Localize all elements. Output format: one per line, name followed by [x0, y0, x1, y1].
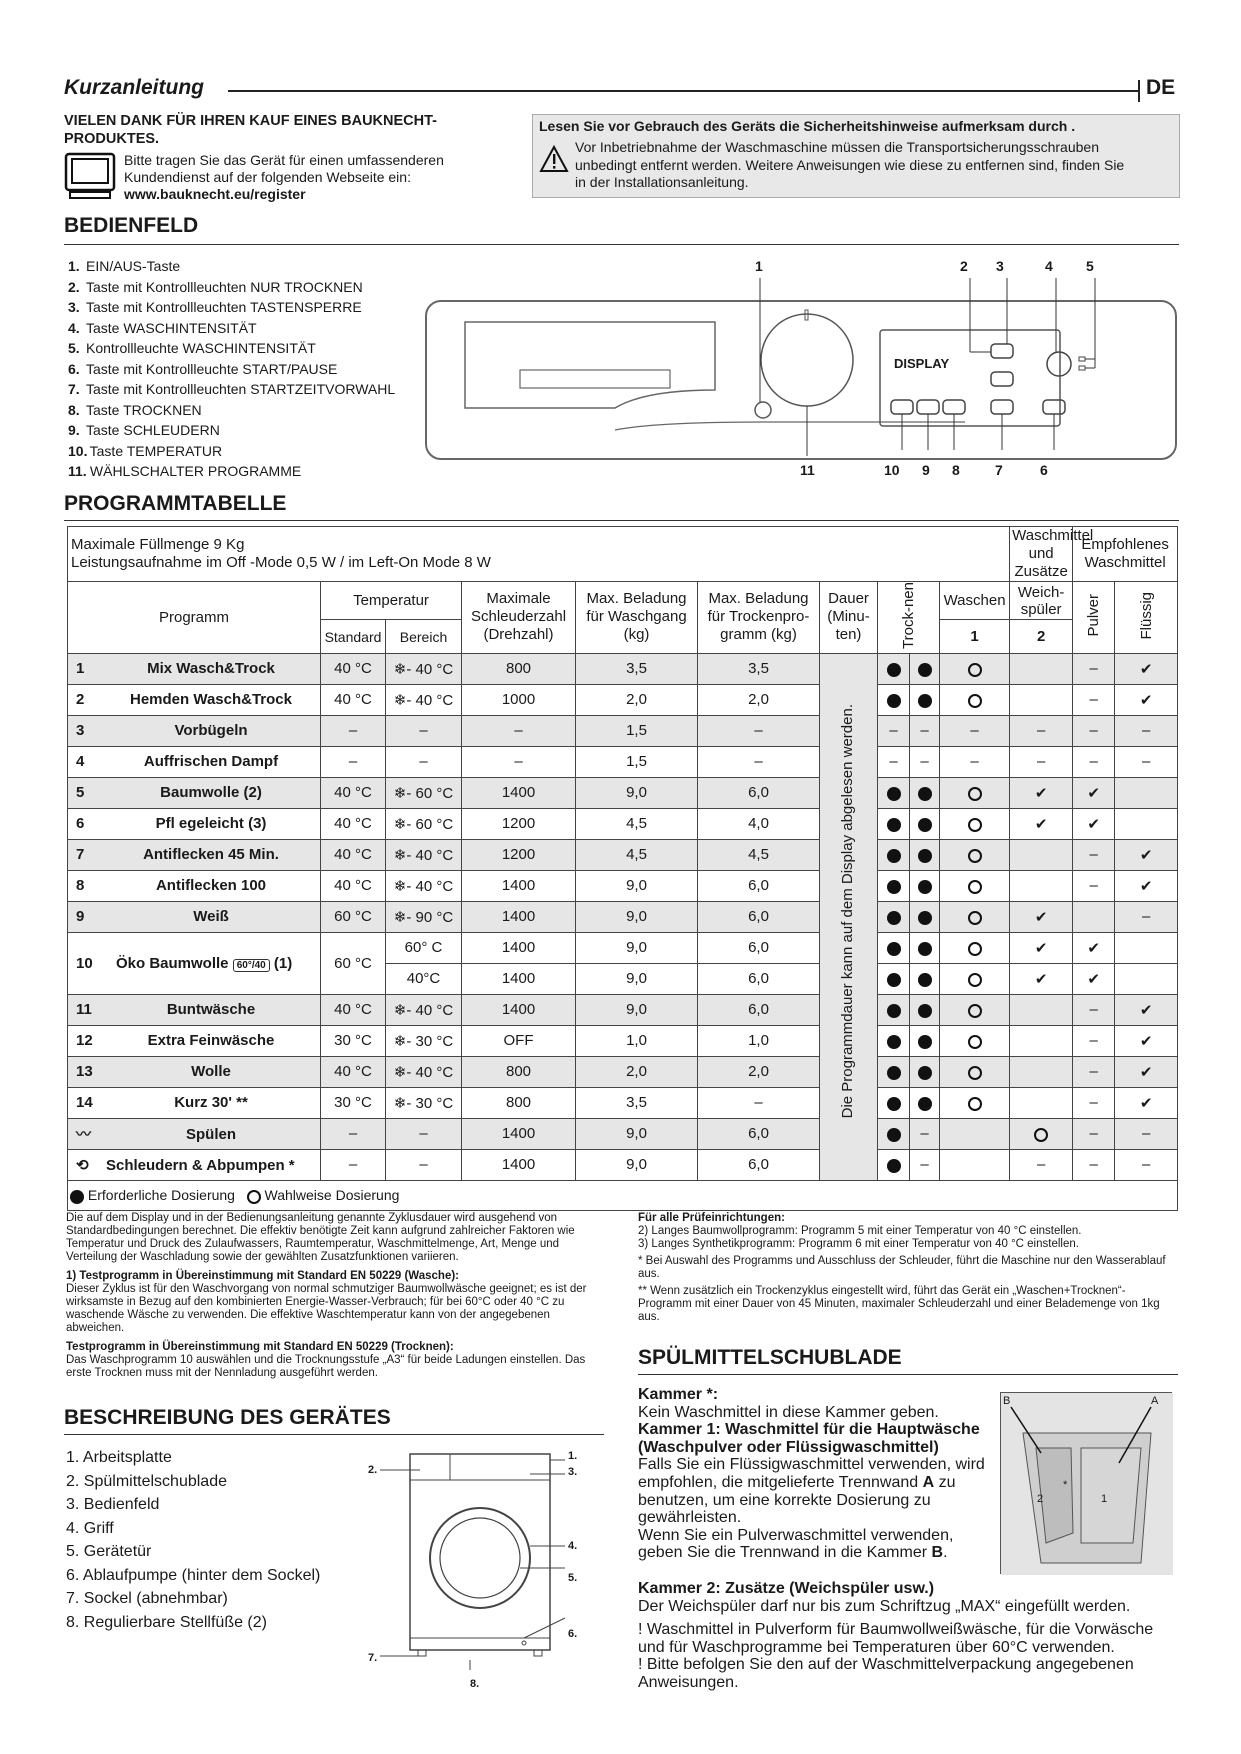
optional-ring-icon [1034, 1128, 1048, 1142]
table-row: 5 Baumwolle (2) 40 °C ❄- 60 °C 1400 9,0 6,0 ✔ ✔ [68, 777, 1178, 808]
table-row: ⟲ Schleudern & Abpumpen * – – 1400 9,0 6,0 – – – – [68, 1149, 1178, 1180]
required-dot-icon [887, 1004, 901, 1018]
optional-ring-icon [968, 973, 982, 987]
panel-number: 1 [755, 258, 763, 274]
optional-ring-icon [968, 663, 982, 677]
table-row: 6 Pfl egeleicht (3) 40 °C ❄- 60 °C 1200 4,5 4,0 ✔ ✔ [68, 808, 1178, 839]
display-label: DISPLAY [894, 356, 950, 371]
table-row: 12 Extra Feinwäsche 30 °C ❄- 30 °C OFF 1,0 1,0 – ✔ [68, 1025, 1178, 1056]
table-row: 〰 Spülen – – 1400 9,0 6,0 – – – [68, 1118, 1178, 1149]
th-bel-wasch: Max. Beladung für Waschgang (kg) [576, 582, 698, 654]
th-programm: Programm [68, 582, 321, 654]
control-list-item: 5. Kontrollleuchte WASCHINTENSITÄT [68, 340, 316, 356]
panel-number: 6 [1040, 462, 1048, 478]
control-panel-lines [425, 240, 1185, 480]
table-row: 40°C 1400 9,0 6,0 ✔ ✔ [68, 963, 1178, 994]
control-list-item: 10. Taste TEMPERATUR [68, 442, 223, 459]
header-rule-end [1138, 80, 1140, 102]
th-2: 2 [1010, 620, 1073, 654]
washer-label: 7. [368, 1652, 378, 1664]
required-dot-icon [887, 694, 901, 708]
table-row: 7 Antiflecken 45 Min. 40 °C ❄- 40 °C 1200 4,5 4,5 – ✔ [68, 839, 1178, 870]
program-name: 12 Extra Feinwäsche [68, 1025, 321, 1056]
program-name: 13 Wolle [68, 1056, 321, 1087]
warning-text: Vor Inbetriebnahme der Waschmaschine müssen die Transportsicherungsschrauben unbedingt entfernt werden. Weitere Anweisungen wie diese zu entfernen sind, finden Sie in der Installationsanleitung. [575, 139, 1125, 190]
drawer-label: A [1151, 1395, 1159, 1407]
washer-drawing [400, 1438, 590, 1674]
required-dot-icon [887, 1097, 901, 1111]
spin-drain-icon: ⟲ [76, 1156, 89, 1174]
table-row: 3 Vorbügeln – – – 1,5 – – – – – – – [68, 715, 1178, 746]
parts-list-item: 4. Griff [66, 1519, 114, 1537]
required-dot-icon [918, 694, 932, 708]
program-name: 3 Vorbügeln [68, 715, 321, 746]
parts-list-item: 2. Spülmittelschublade [66, 1472, 227, 1490]
table-row: 13 Wolle 40 °C ❄- 40 °C 800 2,0 2,0 – ✔ [68, 1056, 1178, 1087]
table-row: 4 Auffrischen Dampf – – – 1,5 – – – – – – – [68, 746, 1178, 777]
parts-list-item: 3. Bedienfeld [66, 1496, 160, 1513]
program-name: 8 Antiflecken 100 [68, 870, 321, 901]
program-name: 4 Auffrischen Dampf [68, 746, 321, 777]
drawer-label: * [1063, 1479, 1068, 1491]
control-list-item: 7. Taste mit Kontrollleuchten STARTZEITVORWAHL [68, 381, 396, 397]
th-schleuder: Maximale Schleuderzahl (Drehzahl) [462, 582, 576, 654]
control-list-item: 11. WÄHLSCHALTER PROGRAMME [68, 463, 302, 479]
required-dot-icon [918, 1004, 932, 1018]
required-dot-icon [887, 1035, 901, 1049]
parts-list-item: 6. Ablaufpumpe (hinter dem Sockel) [66, 1566, 321, 1584]
parts-list-item: 7. Sockel (abnehmbar) [66, 1590, 228, 1607]
table-row: 9 Weiß 60 °C ❄- 90 °C 1400 9,0 6,0 ✔ – [68, 901, 1178, 932]
th-bereich: Bereich [386, 620, 462, 654]
control-list-item: 2. Taste mit Kontrollleuchten NUR TROCKNEN [68, 278, 363, 295]
table-row: 8 Antiflecken 100 40 °C ❄- 40 °C 1400 9,0 6,0 – ✔ [68, 870, 1178, 901]
required-dot-icon [887, 942, 901, 956]
program-name: 14 Kurz 30' ** [68, 1087, 321, 1118]
th-1: 1 [940, 620, 1010, 654]
th-bel-trock: Max. Beladung für Trockenpro-gramm (kg) [698, 582, 820, 654]
control-list-item: 6. Taste mit Kontrollleuchte START/PAUSE [68, 360, 338, 377]
control-list [68, 256, 395, 482]
spuel-text-bottom: Kammer 2: Zusätze (Weichspüler usw.) Der Weichspüler darf nur bis zum Schriftzug „MAX“ eingefüllt werden. ! Waschmittel in Pulverform für Baumwollweißwäsche, für die Vorwäsche und für Waschprogramme bei Temperaturen über 60°C verwenden. ! Bitte befolgen Sie den auf der Waschmittelverpackung angegebenen Anweisungen. [638, 1580, 1154, 1691]
required-dot-icon [887, 1159, 901, 1173]
panel-number: 2 [960, 258, 968, 274]
th-trocknen: Trock-nen [878, 582, 940, 654]
program-name: 1 Mix Wasch&Trock [68, 653, 321, 684]
required-dot-icon [918, 818, 932, 832]
required-dot-icon [918, 1066, 932, 1080]
panel-number: 3 [996, 258, 1004, 274]
required-dot-icon [887, 973, 901, 987]
register-url[interactable]: www.bauknecht.eu/register [124, 186, 306, 202]
table-row: 11 Buntwäsche 40 °C ❄- 40 °C 1400 9,0 6,0 – ✔ [68, 994, 1178, 1025]
program-table [67, 526, 1178, 1211]
language-code: DE [1146, 76, 1176, 99]
optional-ring-icon [968, 1035, 982, 1049]
th-standard: Standard [321, 620, 386, 654]
program-name: 6 Pfl egeleicht (3) [68, 808, 321, 839]
program-name: 5 Baumwolle (2) [68, 777, 321, 808]
required-dot-icon [918, 663, 932, 677]
thanks-heading: VIELEN DANK FÜR IHREN KAUF EINES BAUKNECHT-PRODUKTES. [64, 113, 437, 147]
section-rule [64, 1434, 604, 1435]
section-rule [638, 1374, 1178, 1375]
control-list-item: 1. EIN/AUS-Taste [68, 258, 181, 274]
required-dot-icon [70, 1190, 84, 1204]
drawer-label: 1 [1101, 1493, 1108, 1505]
required-dot-icon [918, 849, 932, 863]
washer-label: 1. [568, 1450, 578, 1462]
th-dauer: Dauer (Minu-ten) [820, 582, 878, 654]
optional-ring-icon [968, 1097, 982, 1111]
panel-number: 4 [1045, 258, 1053, 274]
table-row: 14 Kurz 30' ** 30 °C ❄- 30 °C 800 3,5 – – ✔ [68, 1087, 1178, 1118]
required-dot-icon [887, 818, 901, 832]
panel-number: 5 [1086, 258, 1094, 274]
warning-icon [539, 145, 569, 178]
th-weich: Weich-spüler [1010, 582, 1073, 620]
required-dot-icon [918, 787, 932, 801]
register-text: Bitte tragen Sie das Gerät für einen umfassenderen Kundendienst auf der folgenden Webseite ein: www.bauknecht.eu/register [124, 152, 444, 202]
optional-ring-icon [968, 911, 982, 925]
table-row: 10 Öko Baumwolle 60°/40 (1) 60 °C 60° C 1400 9,0 6,0 ✔ ✔ [68, 932, 1178, 963]
th-empfohlen: Empfohlenes Waschmittel [1073, 527, 1178, 582]
notes-left: Die auf dem Display und in der Bedienungsanleitung genannte Zyklusdauer wird ausgehend von Standardbedingungen berechnet. Die effektiv benötigte Zeit kann aufgrund zahlreicher Faktoren wie Temperatur und Druck des Zulaufwassers, Raumtemperatur, Waschmittelmenge, Art, Menge und Verteilung der Waschladung sowie der gewählten Zusatzfunktionen variieren. 1) Testprogramm in Übereinstimmung mit Standard EN 50229 (Wasche): Dieser Zyklus ist für den Waschvorgang von normal schmutziger Baumwollwäsche geeignet; es ist der wirksamste in Bezug auf den kombinierten Energie-Wasser-Verbrauch; für bei 60°C oder 40 °C zu waschende Wäsche zu verwenden. Die effektive Waschtemperatur kann von der angegebenen abweichen. Testprogramm in Übereinstimmung mit Standard EN 50229 (Trocknen): Das Waschprogramm 10 auswählen und die Trocknungsstufe „A3“ für beide Ladungen einstellen. Das erste Trocknen muss mit der Nennladung ausgeführt werden. [66, 1212, 587, 1379]
required-dot-icon [918, 1097, 932, 1111]
th-pulver: Pulver [1073, 582, 1115, 654]
panel-number: 11 [800, 462, 815, 478]
safety-warning-box [532, 114, 1180, 198]
parts-list-item: 8. Regulierbare Stellfüße (2) [66, 1613, 267, 1631]
required-dot-icon [887, 663, 901, 677]
required-dot-icon [918, 973, 932, 987]
notes-right: Für alle Prüfeinrichtungen: 2) Langes Baumwollprogramm: Programm 5 mit einer Temperatur von 40 °C einstellen. 3) Langes Synthetikprogramm: Programm 6 mit einer Temperatur von 40 °C einstellen. * Bei Auswahl des Programms und Ausschluss der Schleuder, führt die Maschine nur den Wasserablauf aus. ** Wenn zusätzlich ein Trockenzyklus eingestellt wird, führt das Gerät ein „Waschen+Trocknen“-Programm mit einer Dauer von 45 Minuten, maximaler Schleuderzahl und einer Belademenge von 1kg aus. [638, 1212, 1166, 1323]
washer-label: 5. [568, 1572, 578, 1584]
control-list-item: 4. Taste WASCHINTENSITÄT [68, 319, 257, 336]
control-list-item: 3. Taste mit Kontrollleuchten TASTENSPERRE [68, 299, 362, 315]
optional-ring-icon [968, 787, 982, 801]
power-button [755, 402, 771, 418]
washer-label: 4. [568, 1540, 578, 1552]
program-name: 11 Buntwäsche [68, 994, 321, 1025]
warning-title: Lesen Sie vor Gebrauch des Geräts die Sicherheitshinweise aufmerksam durch . [539, 118, 1076, 134]
section-rule [64, 520, 1179, 521]
panel-number: 9 [922, 462, 930, 478]
washer-label: 8. [470, 1678, 480, 1690]
required-dot-icon [887, 911, 901, 925]
table-legend: Erforderliche Dosierung Wahlweise Dosierung [68, 1180, 1178, 1210]
th-waschmittel: Waschmittel und Zusätze [1010, 527, 1073, 582]
program-name: 10 Öko Baumwolle 60°/40 (1) [68, 932, 321, 994]
beschreibung-heading: BESCHREIBUNG DES GERÄTES [64, 1406, 391, 1429]
header-title: Kurzanleitung [64, 76, 204, 99]
th-fluessig: Flüssig [1115, 582, 1178, 654]
program-name: 〰 Spülen [68, 1118, 321, 1149]
control-list-item: 8. Taste TROCKNEN [68, 401, 202, 418]
washer-label: 6. [568, 1628, 578, 1640]
table-row: 2 Hemden Wasch&Trock 40 °C ❄- 40 °C 1000 2,0 2,0 – ✔ [68, 684, 1178, 715]
control-list-item: 9. Taste SCHLEUDERN [68, 422, 220, 438]
drawer-label: 2 [1037, 1493, 1044, 1505]
optional-ring-icon [968, 1066, 982, 1080]
panel-number: 8 [952, 462, 960, 478]
drawer-label: B [1003, 1395, 1011, 1407]
programmtabelle-heading: PROGRAMMTABELLE [64, 492, 287, 515]
program-name: 7 Antiflecken 45 Min. [68, 839, 321, 870]
dauer-note: Die Programmdauer kann auf dem Display abgelesen werden. [838, 703, 856, 1119]
required-dot-icon [918, 942, 932, 956]
program-name: 2 Hemden Wasch&Trock [68, 684, 321, 715]
rinse-icon: 〰 [76, 1126, 92, 1144]
required-dot-icon [887, 880, 901, 894]
washer-label: 2. [368, 1464, 378, 1476]
optional-ring-icon [968, 942, 982, 956]
header-rule [228, 90, 1138, 92]
optional-ring-icon [968, 849, 982, 863]
table-row: 1 Mix Wasch&Trock 40 °C ❄- 40 °C 800 3,5 3,5 – ✔ [68, 653, 1178, 684]
bedienfeld-heading: BEDIENFELD [64, 214, 199, 237]
required-dot-icon [887, 1066, 901, 1080]
parts-list [66, 1446, 320, 1634]
table-info: Maximale Füllmenge 9 Kg Leistungsaufnahme im Off -Mode 0,5 W / im Left-On Mode 8 W [68, 527, 1010, 582]
washer-label: 3. [568, 1466, 578, 1478]
computer-icon [64, 152, 116, 200]
required-dot-icon [918, 1035, 932, 1049]
th-temperatur: Temperatur [321, 582, 462, 620]
spuel-heading: SPÜLMITTELSCHUBLADE [638, 1346, 902, 1369]
panel-number: 7 [995, 462, 1003, 478]
required-dot-icon [918, 880, 932, 894]
optional-ring-icon [968, 818, 982, 832]
required-dot-icon [887, 1128, 901, 1142]
optional-ring-icon [968, 694, 982, 708]
panel-number: 10 [884, 462, 900, 478]
required-dot-icon [887, 787, 901, 801]
optional-ring-icon [968, 880, 982, 894]
parts-list-item: 5. Gerätetür [66, 1543, 152, 1560]
optional-ring-icon [247, 1190, 261, 1204]
required-dot-icon [918, 911, 932, 925]
program-name: 9 Weiß [68, 901, 321, 932]
parts-list-item: 1. Arbeitsplatte [66, 1449, 172, 1466]
drawer-photo [1000, 1392, 1172, 1574]
spuel-text-top: Kammer *: Kein Waschmittel in diese Kammer geben. Kammer 1: Waschmittel für die Hauptwäsche (Waschpulver oder Flüssigwaschmittel) Falls Sie ein Flüssigwaschmittel verwenden, wird empfohlen, die mitgelieferte Trennwand A zu benutzen, um eine korrekte Dosierung zu gewährleisten. Wenn Sie ein Pulverwaschmittel verwenden, geben Sie die Trennwand in die Kammer B. [638, 1386, 985, 1562]
program-dial [761, 314, 853, 406]
optional-ring-icon [968, 1004, 982, 1018]
required-dot-icon [887, 849, 901, 863]
program-name: ⟲ Schleudern & Abpumpen * [68, 1149, 321, 1180]
th-waschen: Waschen [940, 582, 1010, 620]
